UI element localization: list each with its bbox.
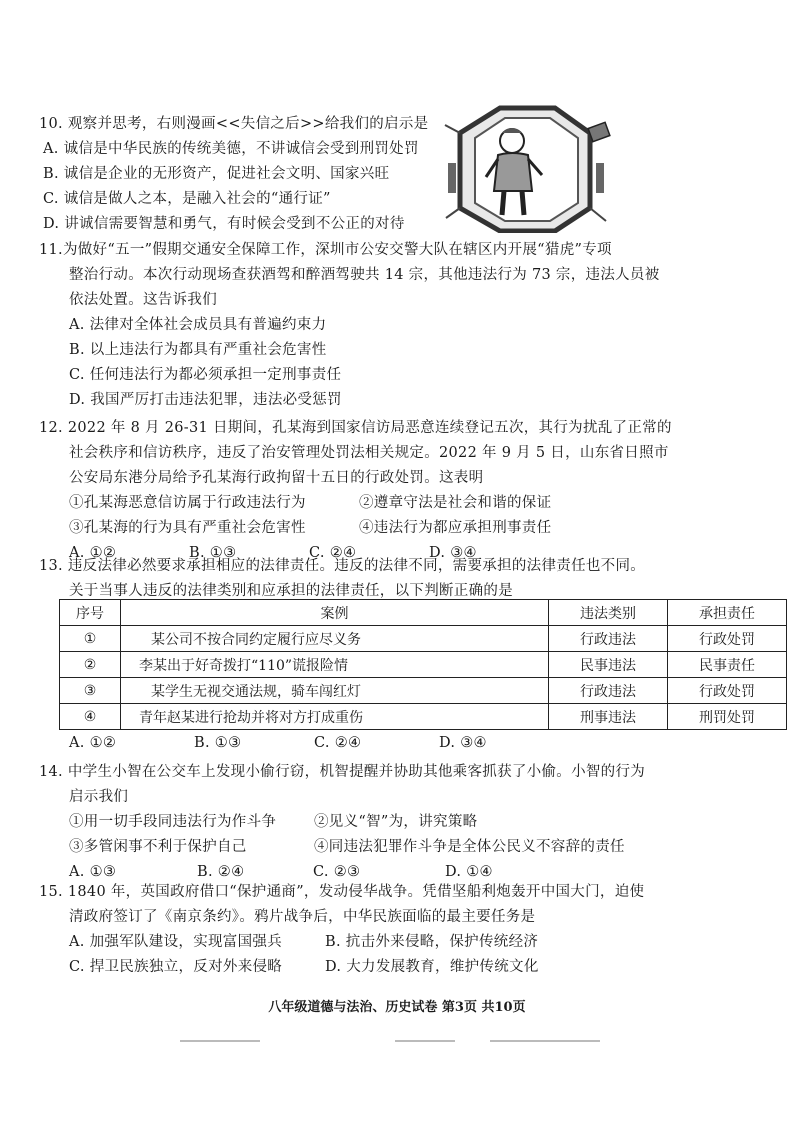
- q12-choice-c: C. ②④: [309, 545, 357, 561]
- q12-statement-2: ②遵章守法是社会和谐的保证: [359, 495, 552, 511]
- table-cell-case: 某学生无视交通法规，骑车闯红灯: [121, 678, 549, 704]
- q11-stem-line-2: 整治行动。本次行动现场查获酒驾和醉酒驾驶共 14 宗，其他违法行为 73 宗，违法人员被: [69, 267, 660, 283]
- table-cell-responsibility: 民事责任: [668, 652, 787, 678]
- q13-choice-d: D. ③④: [439, 735, 487, 751]
- table-cell-index: ②: [60, 652, 121, 678]
- q13-choice-b: B. ①③: [194, 735, 242, 751]
- q10-option-b: B. 诚信是企业的无形资产，促进社会文明、国家兴旺: [43, 166, 390, 182]
- q10-option-d: D. 讲诚信需要智慧和勇气，有时候会受到不公正的对待: [43, 216, 405, 232]
- q11-stem-line-1: 11.为做好“五一”假期交通安全保障工作，深圳市公安交警大队在辖区内开展“猎虎”专项: [39, 242, 612, 258]
- q14-choice-b: B. ②④: [197, 864, 245, 880]
- question-13: [39, 554, 645, 604]
- q14-choice-c: C. ②③: [313, 864, 361, 880]
- table-cell-index: ①: [60, 626, 121, 652]
- table-cell-category: 行政违法: [549, 626, 668, 652]
- q12-stem-line-1: 12. 2022 年 8 月 26-31 日期间，孔某海到国家信访局恶意连续登记五次，其行为扰乱了正常的: [39, 420, 672, 436]
- question-14: [39, 760, 645, 885]
- q12-stem-line-2: 社会秩序和信访秩序，违反了治安管理处罚法相关规定。2022 年 9 月 5 日，山东省日照市: [69, 445, 669, 461]
- q14-statement-4: ④同违法犯罪作斗争是全体公民义不容辞的责任: [314, 839, 625, 855]
- q15-option-c: C. 捍卫民族独立，反对外来侵略: [69, 959, 283, 975]
- page-footer: 八年级道德与法治、历史试卷 第3页 共10页: [268, 1000, 526, 1015]
- scan-artifact-line: [180, 1040, 260, 1042]
- q11-option-a: A. 法律对全体社会成员具有普遍约束力: [69, 317, 327, 333]
- q14-choice-d: D. ①④: [445, 864, 493, 880]
- table-cell-case: 李某出于好奇拨打“110”谎报险情: [121, 652, 549, 678]
- q15-option-d: D. 大力发展教育，维护传统文化: [325, 959, 539, 975]
- q13-choice-c: C. ②④: [314, 735, 362, 751]
- q12-stem-line-3: 公安局东港分局给予孔某海行政拘留十五日的行政处罚。这表明: [69, 470, 484, 486]
- table-cell-category: 民事违法: [549, 652, 668, 678]
- q13-stem-line-1: 13. 违反法律必然要求承担相应的法律责任。违反的法律不同，需要承担的法律责任也不同。: [39, 558, 646, 574]
- table-row: [60, 626, 787, 652]
- table-row: [60, 652, 787, 678]
- table-cell-index: ③: [60, 678, 121, 704]
- question-15: [39, 880, 644, 980]
- table-cell-responsibility: 刑罚处罚: [668, 704, 787, 730]
- q12-statement-3: ③孔某海的行为具有严重社会危害性: [69, 520, 306, 536]
- question-11: [39, 238, 660, 413]
- q10-stem: 10. 观察并思考，右则漫画<<失信之后>>给我们的启示是: [39, 116, 429, 132]
- q12-choice-b: B. ①③: [189, 545, 237, 561]
- q14-stem-line-2: 启示我们: [69, 789, 129, 805]
- table-cell-index: ④: [60, 704, 121, 730]
- q13-choices: [69, 731, 487, 756]
- q14-stem-line-1: 14. 中学生小智在公交车上发现小偷行窃，机智提醒并协助其他乘客抓获了小偷。小智的行为: [39, 764, 646, 780]
- question-12: [39, 416, 672, 566]
- q15-stem-line-1: 15. 1840 年，英国政府借口“保护通商”，发动侵华战争。凭借坚船利炮轰开中国大门，迫使: [39, 884, 645, 900]
- q12-statement-1: ①孔某海恶意信访属于行政违法行为: [69, 495, 306, 511]
- q13-stem-line-2: 关于当事人违反的法律类别和应承担的法律责任，以下判断正确的是: [69, 583, 513, 599]
- q11-option-d: D. 我国严厉打击违法犯罪，违法必受惩罚: [69, 392, 342, 408]
- q15-option-b: B. 抗击外来侵略，保护传统经济: [325, 934, 539, 950]
- q14-statement-1: ①用一切手段同违法行为作斗争: [69, 814, 277, 830]
- table-header-case: 案例: [121, 600, 549, 626]
- q11-stem-line-3: 依法处置。这告诉我们: [69, 292, 217, 308]
- table-header-index: 序号: [60, 600, 121, 626]
- q12-choice-a: A. ①②: [69, 545, 117, 561]
- q15-stem-line-2: 清政府签订了《南京条约》。鸦片战争后，中华民族面临的最主要任务是: [69, 909, 536, 925]
- q11-option-b: B. 以上违法行为都具有严重社会危害性: [69, 342, 327, 358]
- q14-statement-2: ②见义“智”为，讲究策略: [314, 814, 478, 830]
- table-cell-case: 青年赵某进行抢劫并将对方打成重伤: [121, 704, 549, 730]
- q15-option-a: A. 加强军队建设，实现富国强兵: [69, 934, 282, 950]
- q12-choice-d: D. ③④: [429, 545, 477, 561]
- scan-artifact-line: [395, 1040, 455, 1042]
- scan-artifact-line: [490, 1040, 600, 1042]
- table-cell-category: 行政违法: [549, 678, 668, 704]
- q13-choice-a: A. ①②: [69, 735, 117, 751]
- law-responsibility-table: [59, 599, 787, 730]
- q11-option-c: C. 任何违法行为都必须承担一定刑事责任: [69, 367, 342, 383]
- cartoon-illustration: [440, 103, 612, 233]
- question-10: [39, 112, 428, 237]
- table-row: [60, 678, 787, 704]
- q10-option-c: C. 诚信是做人之本，是融入社会的“通行证”: [43, 191, 331, 207]
- table-cell-responsibility: 行政处罚: [668, 626, 787, 652]
- q10-option-a: A. 诚信是中华民族的传统美德，不讲诚信会受到刑罚处罚: [43, 141, 419, 157]
- table-cell-category: 刑事违法: [549, 704, 668, 730]
- table-cell-responsibility: 行政处罚: [668, 678, 787, 704]
- q14-statement-3: ③多管闲事不利于保护自己: [69, 839, 247, 855]
- table-header-responsibility: 承担责任: [668, 600, 787, 626]
- table-cell-case: 某公司不按合同约定履行应尽义务: [121, 626, 549, 652]
- table-header-category: 违法类别: [549, 600, 668, 626]
- table-header-row: [60, 600, 787, 626]
- q14-choice-a: A. ①③: [69, 864, 117, 880]
- q12-statement-4: ④违法行为都应承担刑事责任: [359, 520, 552, 536]
- table-row: [60, 704, 787, 730]
